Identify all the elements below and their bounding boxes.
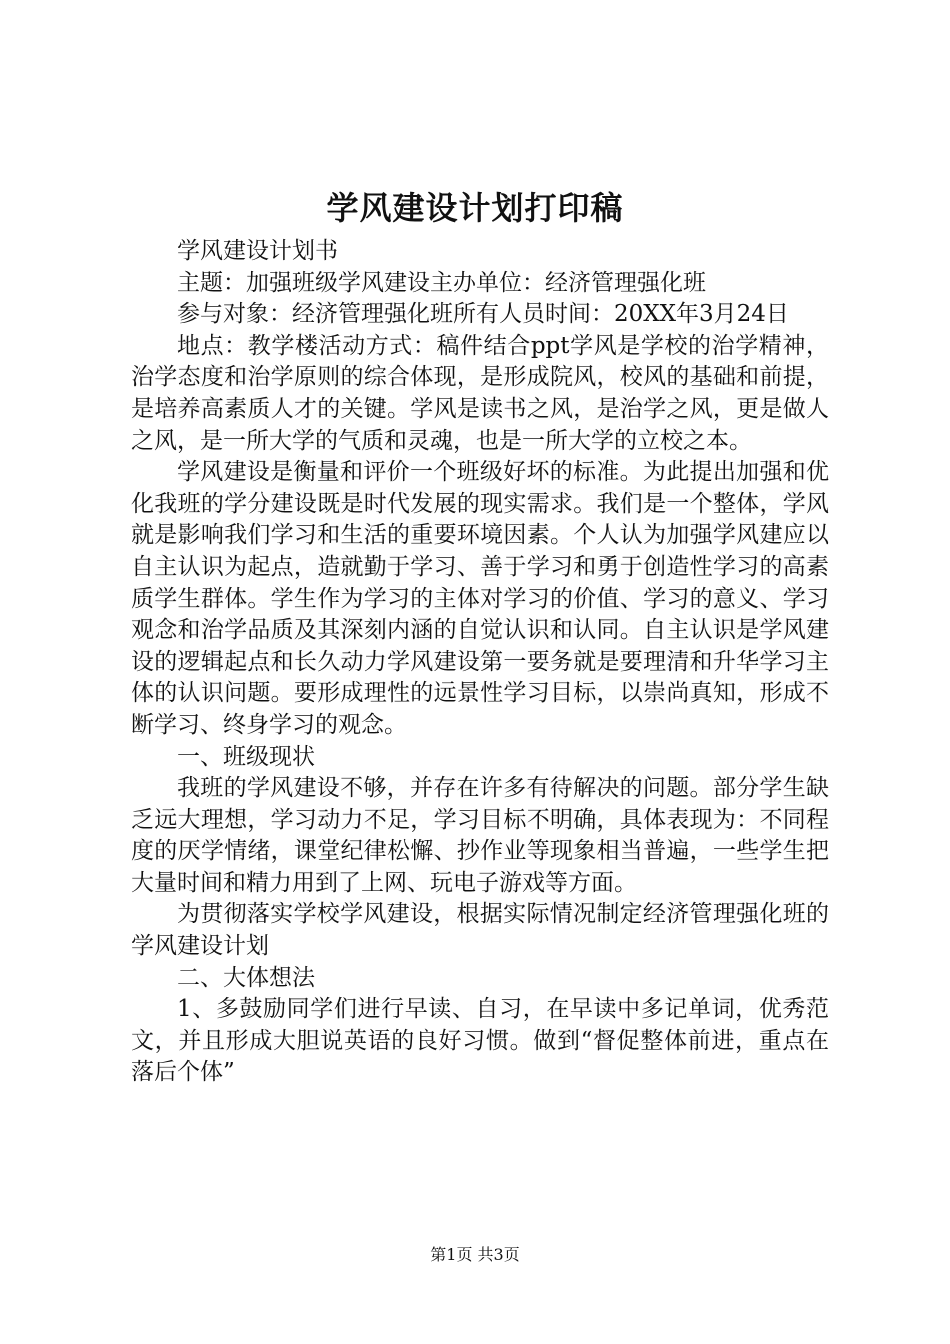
paragraph-participants: 参与对象：经济管理强化班所有人员时间：20XX年3月24日	[177, 301, 789, 328]
paragraph-idea-1: 1、多鼓励同学们进行早读、自习，在早读中多记单词，优秀范文，并且形成大胆说英语的良好习惯。做到“督促整体前进，重点在落后个体”	[131, 996, 829, 1086]
paragraph-location-intro: 地点：教学楼活动方式：稿件结合ppt学风是学校的治学精神，治学态度和治学原则的综合体现，是形成院风，校风的基础和前提，是培养高素质人才的关键。学风是读书之风，是治学之风，更是做人之风，是一所大学的气质和灵魂，也是一所大学的立校之本。	[131, 332, 829, 454]
document-body	[131, 236, 829, 1089]
paragraph-standard: 学风建设是衡量和评价一个班级好坏的标准。为此提出加强和优化我班的学分建设既是时代发展的现实需求。我们是一个整体，学风就是影响我们学习和生活的重要环境因素。个人认为加强学风建应以自主认识为起点，造就勤于学习、善于学习和勇于创造性学习的高素质学生群体。学生作为学习的主体对学习的价值、学习的意义、学习观念和治学品质及其深刻内涵的自觉认识和认同。自主认识是学风建设的逻辑起点和长久动力学风建设第一要务就是要理清和升华学习主体的认识问题。要形成理性的远景性学习目标，以崇尚真知，形成不断学习、终身学习的观念。	[131, 459, 829, 738]
section-heading-ideas: 二、大体想法	[177, 964, 315, 991]
page-footer: 第1页 共3页	[430, 1245, 520, 1264]
paragraph-theme: 主题：加强班级学风建设主办单位：经济管理强化班	[177, 269, 706, 296]
paragraph-implementation: 为贯彻落实学校学风建设，根据实际情况制定经济管理强化班的学风建设计划	[131, 901, 829, 960]
section-heading-status: 一、班级现状	[177, 743, 315, 770]
document-title: 学风建设计划打印稿	[326, 189, 624, 227]
paragraph-plan-heading: 学风建设计划书	[177, 238, 338, 264]
paragraph-status: 我班的学风建设不够，并存在许多有待解决的问题。部分学生缺乏远大理想，学习动力不足，学习目标不明确，具体表现为：不同程度的厌学情绪，课堂纪律松懈、抄作业等现象相当普遍，一些学生把大量时间和精力用到了上网、玩电子游戏等方面。	[131, 775, 829, 896]
